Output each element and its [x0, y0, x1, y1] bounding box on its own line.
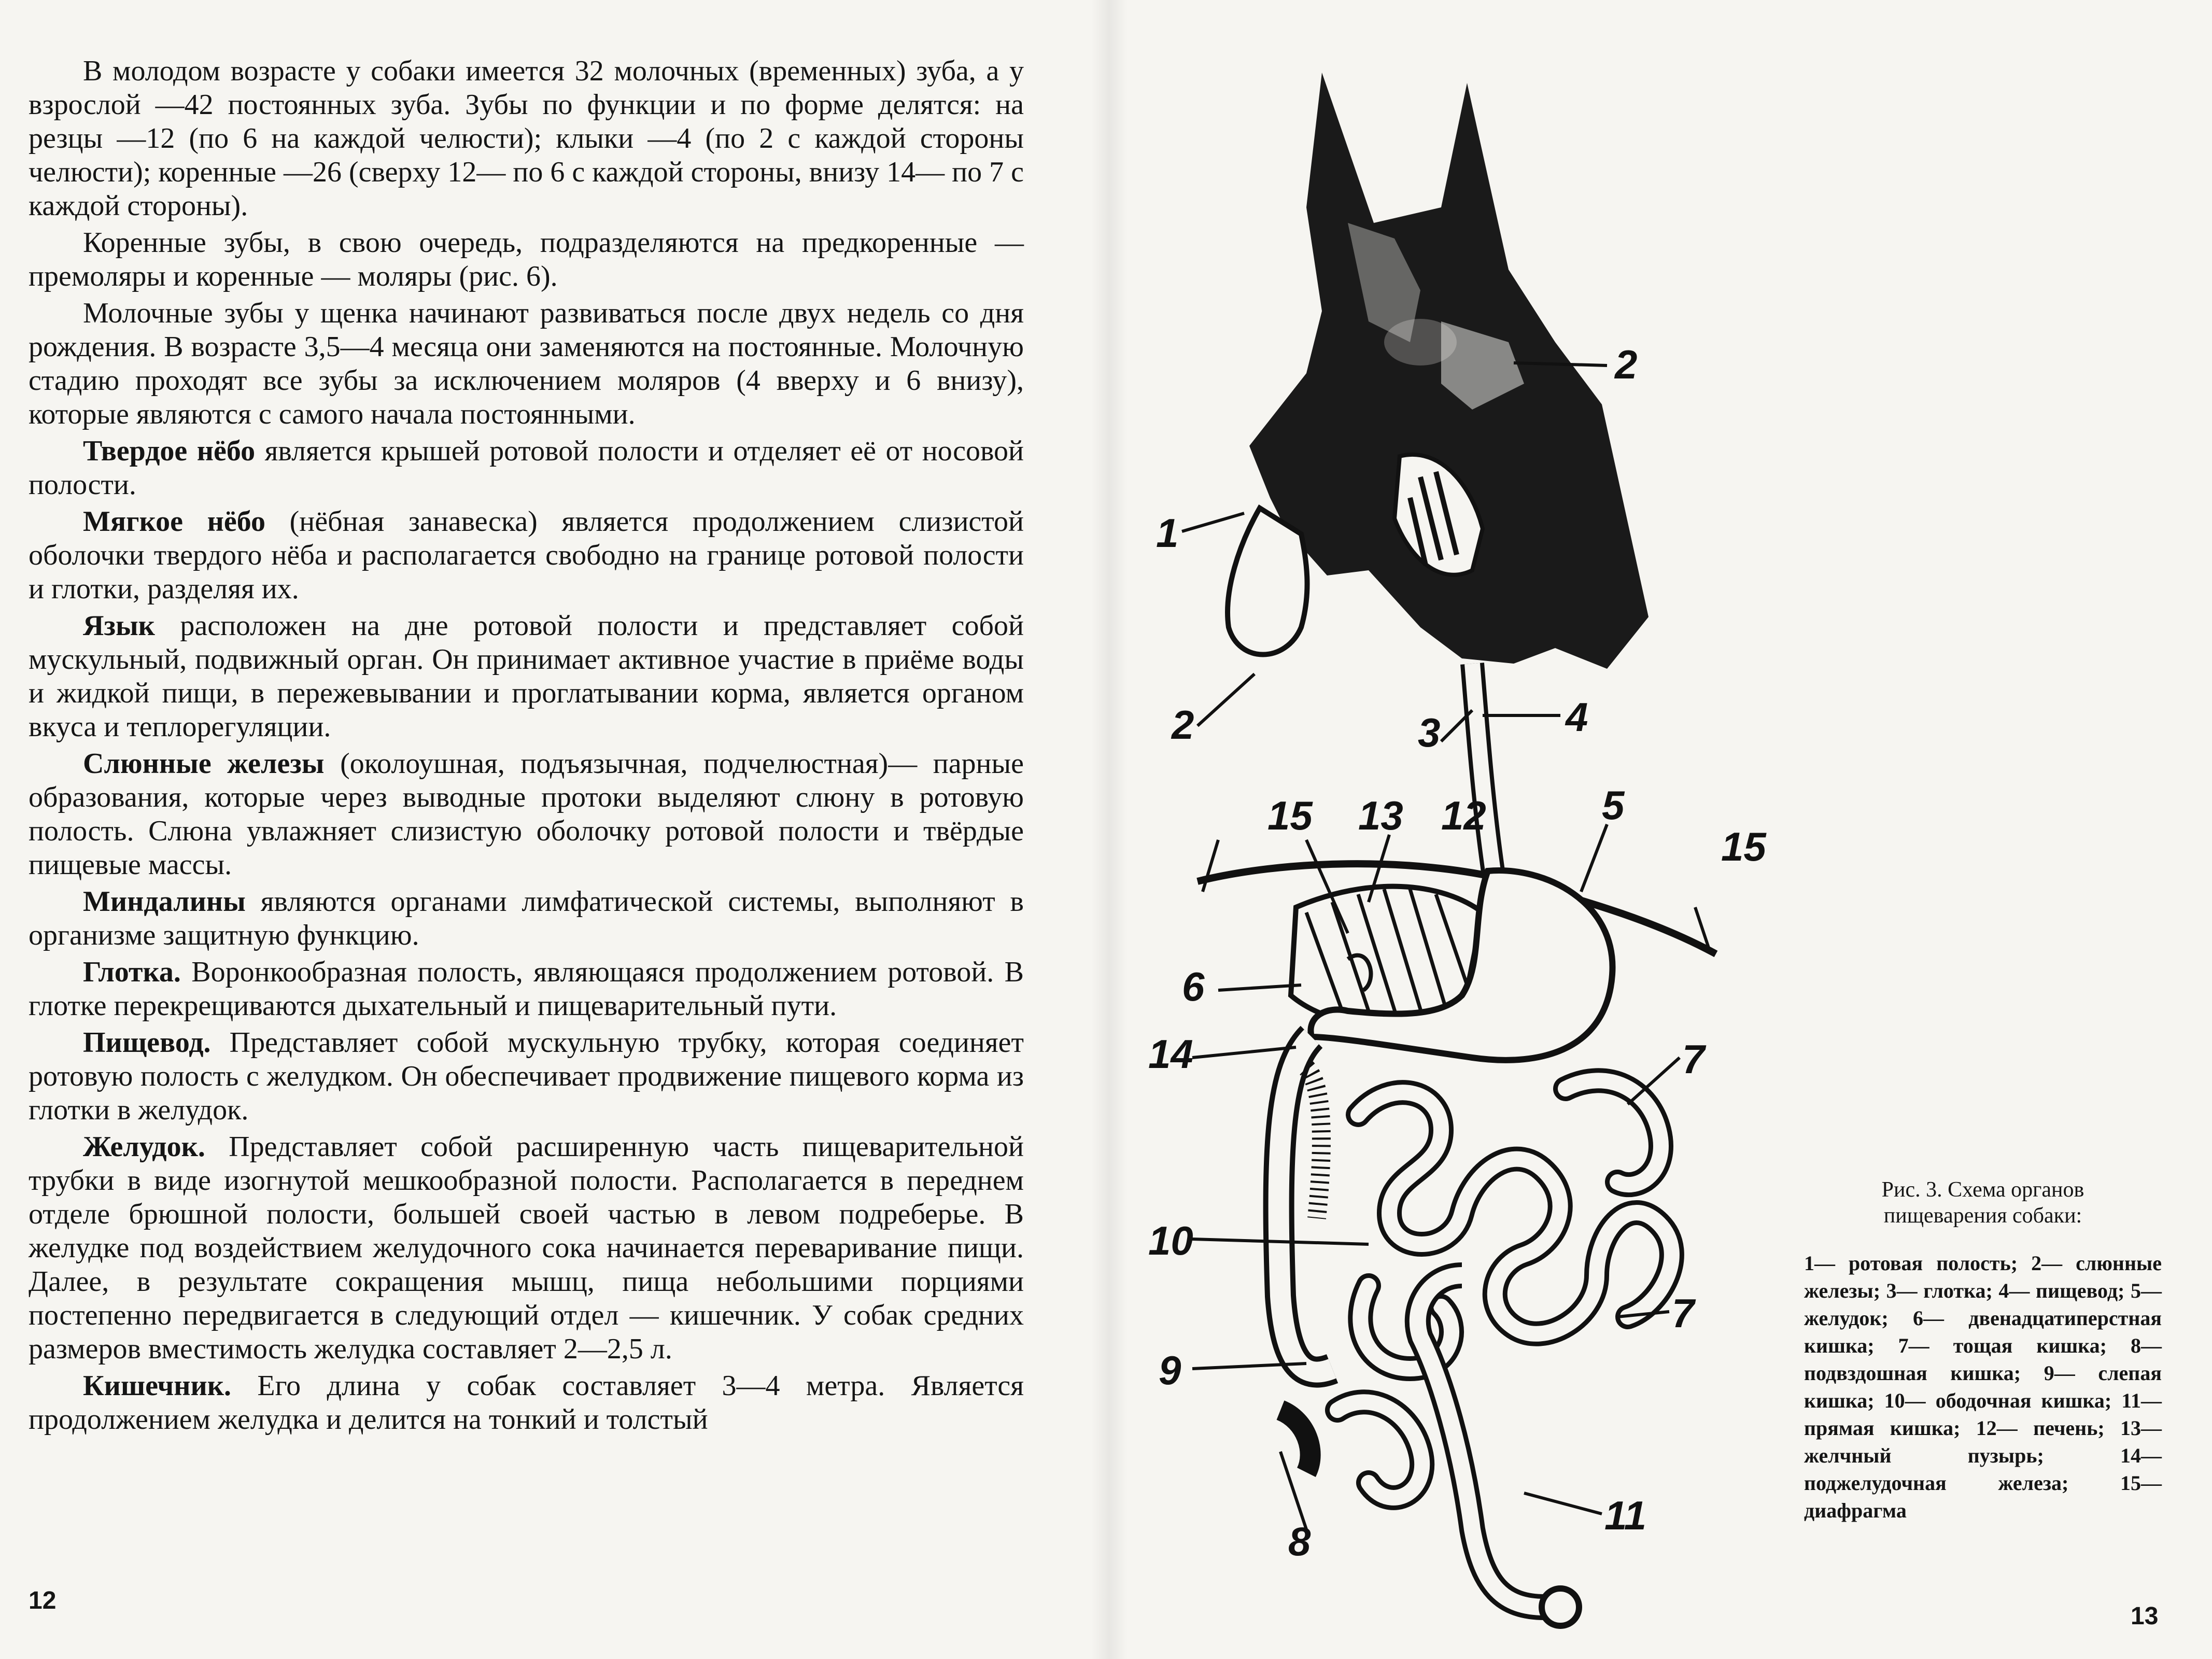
figure-caption: [1804, 1177, 2162, 1524]
label-12: 12: [1441, 793, 1486, 838]
paragraph-pharynx: Глотка. Воронкообразная полость, являющаяся продолжением ротовой. В глотке перекрещиваются дыхательный и пищеварительный пути.: [29, 956, 1024, 1022]
label-10: 10: [1148, 1218, 1193, 1263]
intestine-loops-drawing: [1337, 1080, 1672, 1498]
anus-drawing: [1542, 1588, 1579, 1626]
left-page-number: 12: [29, 1587, 57, 1614]
paragraph: Коренные зубы, в свою очередь, подразделяются на предкоренные — премоляры и коренные — моляры (рис. 6).: [29, 227, 1024, 292]
paragraph: В молодом возрасте у собаки имеется 32 молочных (временных) зуба, а у взрослой —42 постоянных зуба. Зубы по функции и по форме делятся: на резцы —12 (по 6 на каждой челюсти); клыки —4 (по 2 с каждой стороны челюсти); коренные —26 (сверху 12— по 6 с каждой стороны, внизу 14— по 7 с каждой стороны).: [29, 55, 1024, 222]
label-3: 3: [1418, 710, 1441, 755]
label-6: 6: [1182, 964, 1205, 1009]
paragraph-stomach: Желудок. Представляет собой расширенную часть пищеварительной трубки в виде изогнутой мешкообразной полости. Располагается в переднем отделе брюшной полости, большей своей частью в левом подреберье. В желудке под воздействием желудочного сока начинается переваривание пищи. Далее, в результате сокращения мышц, пища небольшими порциями постепенно передвигается в следующий отдел — кишечник. У собак средних размеров вместимость желудка составляет 2—2,5 л.: [29, 1131, 1024, 1365]
paragraph-hard-palate: Твердое нёбо является крышей ротовой полости и отделяет её от носовой полости.: [29, 435, 1024, 501]
label-9: 9: [1159, 1347, 1181, 1393]
label-13: 13: [1358, 793, 1403, 838]
label-11: 11: [1604, 1493, 1646, 1538]
label-7-top: 7: [1682, 1036, 1705, 1082]
label-14: 14: [1148, 1031, 1193, 1077]
caption-title: Рис. 3. Схема органов пищеварения собаки:: [1881, 1178, 2084, 1228]
pancreas-drawing: [1306, 1068, 1321, 1218]
label-2-top: 2: [1615, 342, 1638, 387]
paragraph-intestine: Кишечник. Его длина у собак составляет 3—4 метра. Является продолжением желудка и делится на тонкий и толстый: [29, 1370, 1024, 1436]
digestive-diagram: [1148, 52, 1766, 1633]
caption-legend: 1— ротовая полость; 2— слюнные железы; 3— глотка; 4— пищевод; 5— желудок; 6— двенадцатиперстная кишка; 7— тощая кишка; 8— подвздошная кишка; 9— слепая кишка; 10— ободочная кишка; 11— прямая кишка; 12— печень; 13— желчный пузырь; 14— поджелудочная железа; 15— диафрагма: [1804, 1252, 2162, 1522]
label-4: 4: [1566, 694, 1588, 740]
book-gutter: [1091, 0, 1128, 1659]
label-8: 8: [1288, 1519, 1311, 1564]
label-5: 5: [1602, 782, 1625, 828]
digestive-system-figure: [1148, 52, 1766, 1633]
right-page-number: 13: [2131, 1602, 2159, 1630]
dog-head-drawing: [1228, 73, 1649, 669]
paragraph: Молочные зубы у щенка начинают развиваться после двух недель со дня рождения. В возрасте 3,5—4 месяца они заменяются на постоянные. Молочную стадию проходят все зубы за исключением моляров (4 вверху и 6 внизу), которые являются с самого начала постоянными.: [29, 297, 1024, 430]
paragraph-tonsils: Миндалины являются органами лимфатической системы, выполняют в организме защитную функцию.: [29, 885, 1024, 951]
label-7-bottom: 7: [1672, 1290, 1695, 1336]
paragraph-esophagus: Пищевод. Представляет собой мускульную трубку, которая соединяет ротовую полость с желудком. Он обеспечивает продвижение пищевого корма из глотки в желудок.: [29, 1027, 1024, 1126]
paragraph-salivary-glands: Слюнные железы (околоушная, подъязычная, подчелюстная)— парные образования, которые через выводные протоки выделяют слюну в ротовую полость. Слюна увлажняет слизистую оболочку ротовой полости и твёрдые пищевые массы.: [29, 748, 1024, 881]
label-15-right: 15: [1721, 824, 1766, 869]
paragraph-tongue: Язык расположен на дне ротовой полости и представляет собой мускульный, подвижный орган. Он принимает активное участие в приёме воды и жидкой пищи, в пережевывании и проглатывании корма, является органом вкуса и теплорегуляции.: [29, 610, 1024, 743]
label-1: 1: [1156, 510, 1179, 556]
label-2-bottom: 2: [1172, 702, 1194, 748]
label-15-left: 15: [1267, 793, 1313, 838]
paragraph-soft-palate: Мягкое нёбо (нёбная занавеска) является продолжением слизистой оболочки твердого нёба и располагается свободно на границе ротовой полости и глотки, разделяя их.: [29, 505, 1024, 605]
left-page-text: [29, 54, 1024, 1440]
